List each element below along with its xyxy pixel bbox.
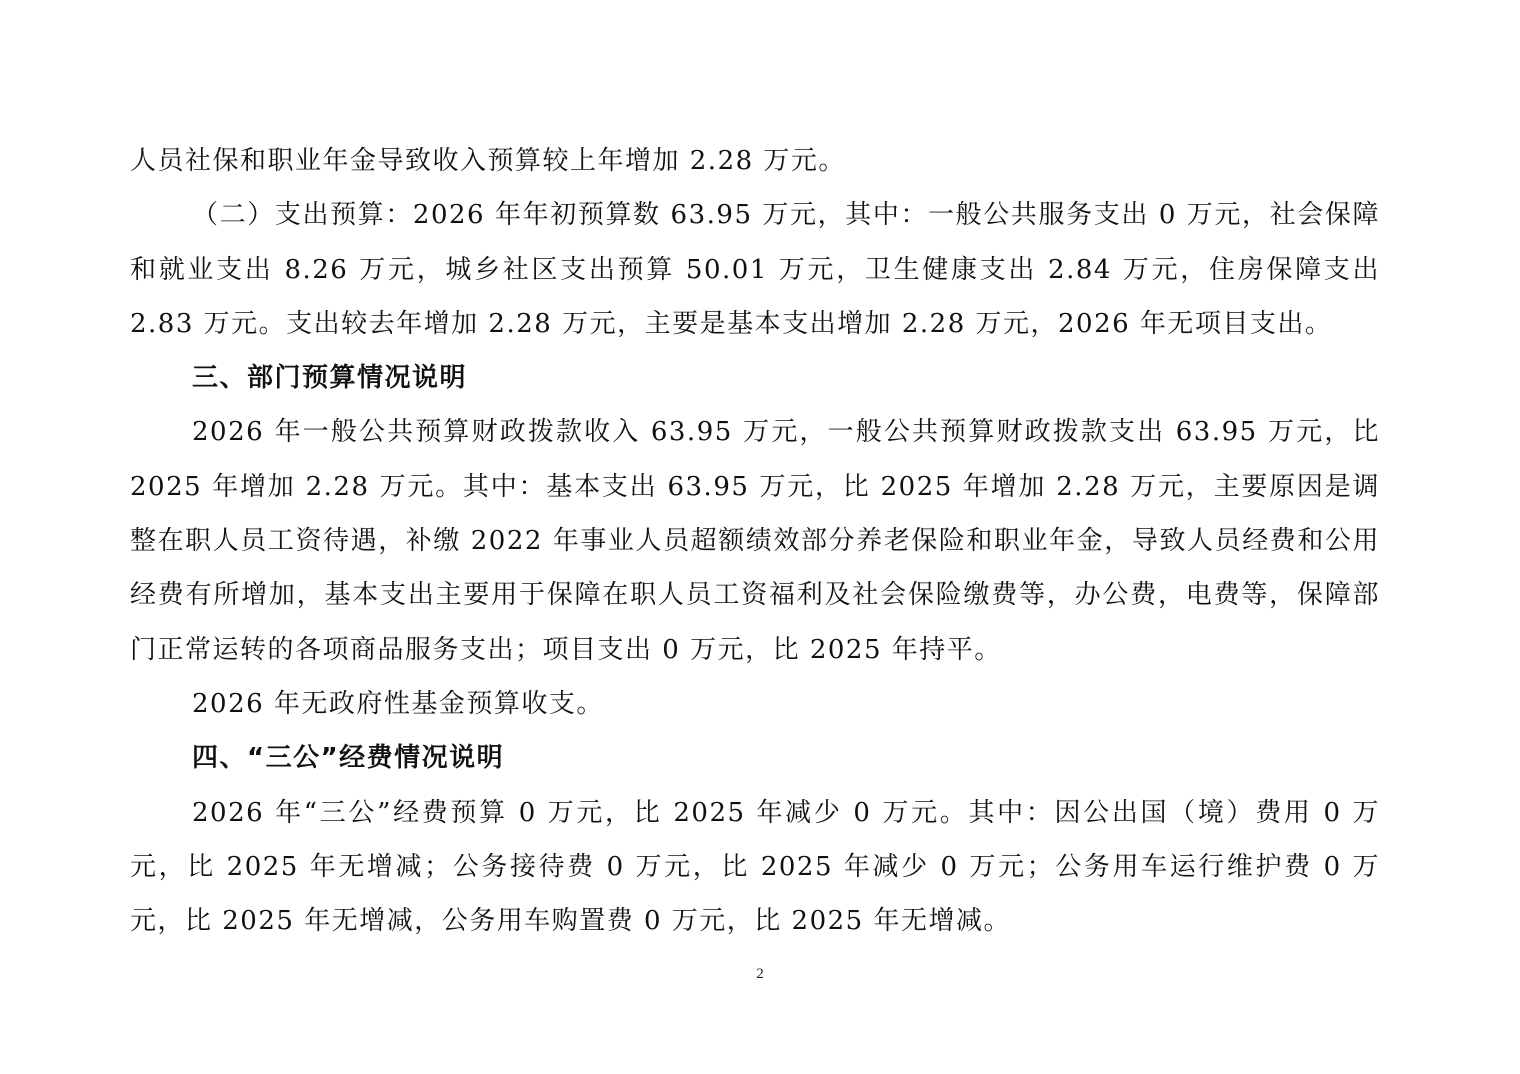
paragraph-department-budget: 2026 年一般公共预算财政拨款收入 63.95 万元，一般公共预算财政拨款支出 63.95 万元，比 2025 年增加 2.28 万元。其中：基本支出 63.95 万元，比 2025 年增加 2.28 万元，主要原因是调整在职人员工资待遇，补缴 2022 年事业人员超额绩效部分养老保险和职业年金，导致人员经费和公用经费有所增加，基本支出主要用于保障在职人员工资福利及社会保险缴费等，办公费，电费等，保障部门正常运转的各项商品服务支出；项目支出 0 万元，比 2025 年持平。 [130,417,1380,665]
page-number: 2 [756,966,764,982]
paragraph-government-fund: 2026 年无政府性基金预算收支。 [192,688,604,719]
section-heading-department-budget: 三、部门预算情况说明 [192,363,468,394]
paragraph-income-continuation: 人员社保和职业年金导致收入预算较上年增加 2.28 万元。 [130,146,846,176]
document-body [130,134,1380,948]
paragraph-expenditure-budget: （二）支出预算：2026 年年初预算数 63.95 万元，其中：一般公共服务支出 0 万元，社会保障和就业支出 8.26 万元，城乡社区支出预算 50.01 万元，卫生健康支出 2.84 万元，住房保障支出 2.83 万元。支出较去年增加 2.28 万元，主要是基本支出增加 2.28 万元，2026 年无项目支出。 [130,200,1380,339]
section-heading-three-public-expenses: 四、“三公”经费情况说明 [192,743,505,774]
paragraph-three-public-expenses: 2026 年“三公”经费预算 0 万元，比 2025 年减少 0 万元。其中：因公出国（境）费用 0 万元，比 2025 年无增减；公务接待费 0 万元，比 2025 年减少 0 万元；公务用车运行维护费 0 万元，比 2025 年无增减，公务用车购置费 0 万元，比 2025 年无增减。 [130,797,1381,937]
